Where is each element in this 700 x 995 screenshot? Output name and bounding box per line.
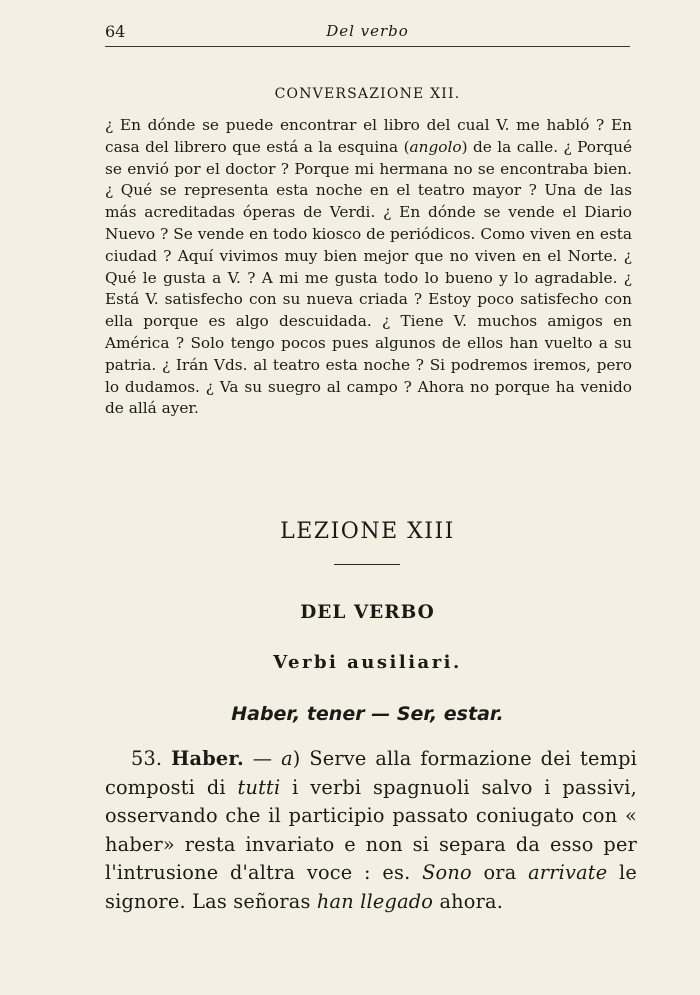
paragraph-italic: tutti [237, 775, 281, 799]
conversation-text-part: ) de la calle. ¿ Porqué se envió por el doctor ? Porque mi hermana no se encontraba bien. ¿ Qué se representa esta noche en el teatro mayor ? Una de las más acreditadas óperas de Verdi. ¿ En dónde se vende el Diario Nuevo ? Se vende en todo kiosco de periódicos. Como viven en esta ciudad ? Aquí vivimos muy bien mejor que no viven en el Norte. ¿ Qué le gusta a V. ? A mi me gusta todo lo bueno y lo agradable. ¿ Está V. satisfecho con su nueva criada ? Estoy poco satisfecho con ella porque es algo descuidada. ¿ Tiene V. muchos amigos en América ? Solo tengo pocos pues algunos de ellos han vuelto a su patria. ¿ Irán Vds. al teatro esta noche ? Si podremos iremos, pero lo dudamos. ¿ Va su suegro al campo ? Ahora no porque ha venido de allá ayer. [105, 137, 632, 418]
paragraph-italic: arrivate [528, 861, 608, 884]
paragraph-text-part: ahora. [433, 889, 504, 913]
subsection-title: Verbi ausiliari. [273, 652, 462, 673]
paragraph-italic: Sono [422, 861, 472, 884]
paragraph-text-part: ora [471, 861, 529, 884]
conversation-text-part: ¿ En dónde se puede encontrar el libro del cual V. me habló ? En casa del librero que está a la esquina ( [105, 116, 632, 156]
paragraph-italic: han llegado [316, 889, 434, 913]
conversation-italic-word: angolo [409, 137, 462, 156]
paragraph-heading: Haber. [171, 747, 244, 770]
paragraph-text-part: — [243, 747, 282, 770]
running-header [105, 20, 630, 47]
lesson-title: LEZIONE XIII [280, 519, 455, 544]
paragraph-text-part: ) Serve alla formazione dei tempi composti di [105, 747, 637, 799]
running-title: Del verbo [326, 22, 409, 40]
section-title: DEL VERBO [300, 602, 435, 623]
verbs-heading: Haber, tener — Ser, estar. [231, 703, 504, 725]
paragraph-text-part: i verbi spagnuoli salvo i passivi, osservando che il participio passato coniugato con « haber» resta invariato e non si separa da esso per l'intrusione d'altra voce : es. [105, 775, 637, 884]
paragraph-text-part: le signore. Las señoras [105, 861, 637, 913]
conversation-text [105, 115, 632, 420]
conversation-title: CONVERSAZIONE XII. [274, 86, 461, 102]
page-number: 64 [105, 22, 126, 41]
paragraph-number: 53. [131, 747, 163, 770]
paragraph-italic: a [281, 747, 293, 770]
lesson-divider [334, 564, 400, 565]
paragraph-53 [105, 745, 637, 916]
